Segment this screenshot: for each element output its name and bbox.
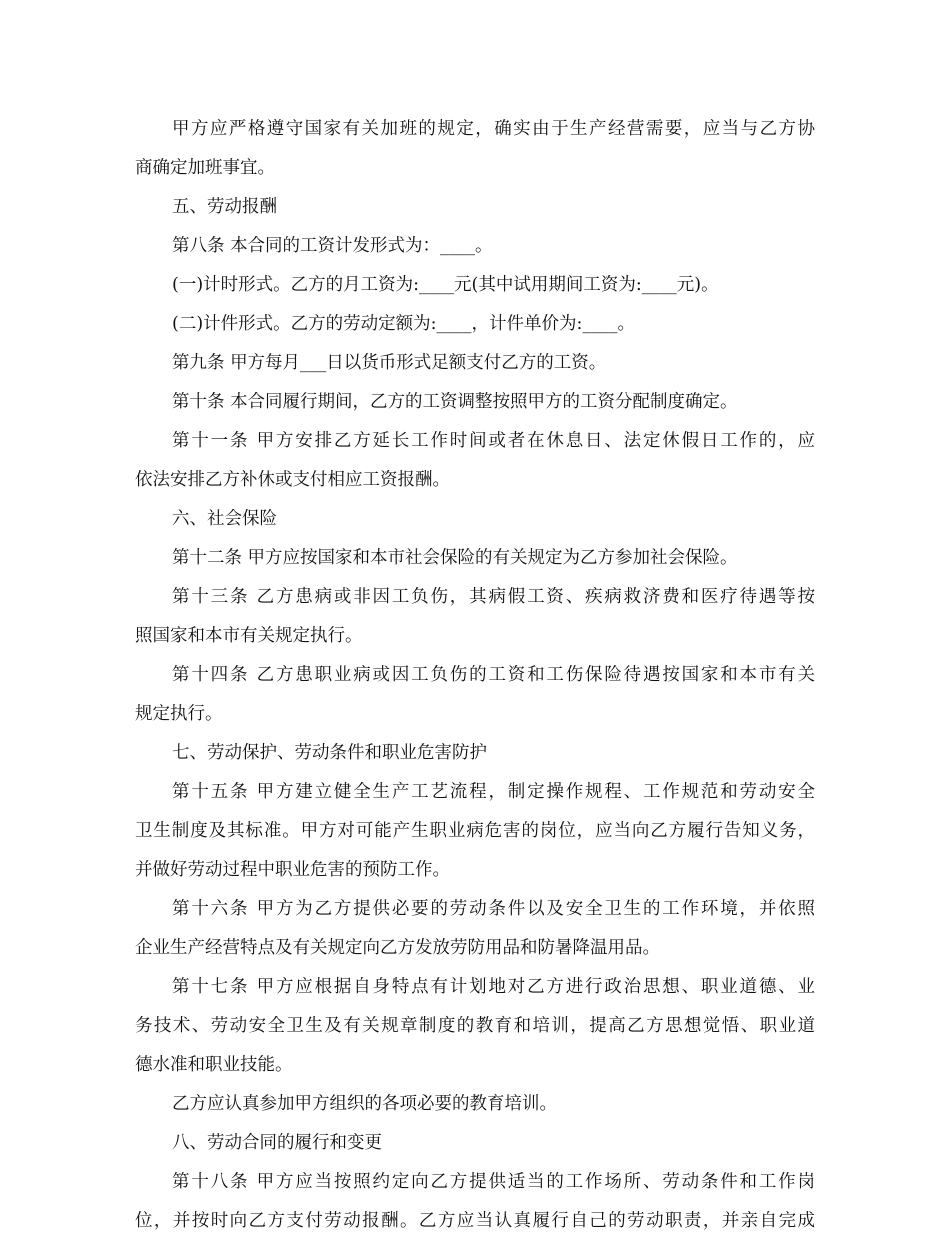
text-line: 第九条 甲方每月___日以货币形式足额支付乙方的工资。 xyxy=(172,353,607,373)
text-line: 第十三条 乙方患病或非因工负伤，其病假工资、疾病救济费和医疗待遇等按 xyxy=(172,587,815,607)
text-line: 德水准和职业技能。 xyxy=(135,1055,293,1075)
text-line: 位，并按时向乙方支付劳动报酬。乙方应当认真履行自己的劳动职责，并亲自完成 xyxy=(135,1211,815,1231)
text-line: 并做好劳动过程中职业危害的预防工作。 xyxy=(135,860,450,880)
text-line: 第八条 本合同的工资计发形式为：____。 xyxy=(172,236,493,256)
document-body xyxy=(135,110,815,1241)
text-line: 八、劳动合同的履行和变更 xyxy=(172,1133,382,1153)
text-line: 第十八条 甲方应当按照约定向乙方提供适当的工作场所、劳动条件和工作岗 xyxy=(172,1172,815,1192)
text-line: 卫生制度及其标准。甲方对可能产生职业病危害的岗位，应当向乙方履行告知义务， xyxy=(135,821,815,841)
text-line: 依法安排乙方补休或支付相应工资报酬。 xyxy=(135,470,450,490)
text-line: 甲方应严格遵守国家有关加班的规定，确实由于生产经营需要，应当与乙方协 xyxy=(172,119,815,139)
text-line: 照国家和本市有关规定执行。 xyxy=(135,626,363,646)
text-line: 第十一条 甲方安排乙方延长工作时间或者在休息日、法定休假日工作的，应 xyxy=(172,431,815,451)
text-line: 务技术、劳动安全卫生及有关规章制度的教育和培训，提高乙方思想觉悟、职业道 xyxy=(135,1016,815,1036)
text-line: (二)计件形式。乙方的劳动定额为:____，计件单价为:____。 xyxy=(172,314,635,334)
text-line: (一)计时形式。乙方的月工资为:____元(其中试用期间工资为:____元)。 xyxy=(172,275,719,295)
text-line: 第十五条 甲方建立健全生产工艺流程，制定操作规程、工作规范和劳动安全 xyxy=(172,782,815,802)
text-line: 七、劳动保护、劳动条件和职业危害防护 xyxy=(172,743,487,763)
text-line: 乙方应认真参加甲方组织的各项必要的教育培训。 xyxy=(172,1094,557,1114)
text-line: 商确定加班事宜。 xyxy=(135,158,275,178)
text-line: 六、社会保险 xyxy=(172,509,277,529)
text-line: 五、劳动报酬 xyxy=(172,197,277,217)
text-line: 规定执行。 xyxy=(135,704,223,724)
text-line: 第十四条 乙方患职业病或因工负伤的工资和工伤保险待遇按国家和本市有关 xyxy=(172,665,815,685)
text-line: 第十六条 甲方为乙方提供必要的劳动条件以及安全卫生的工作环境，并依照 xyxy=(172,899,815,919)
text-line: 企业生产经营特点及有关规定向乙方发放劳防用品和防暑降温用品。 xyxy=(135,938,660,958)
text-line: 第十七条 甲方应根据自身特点有计划地对乙方进行政治思想、职业道德、业 xyxy=(172,977,815,997)
text-line: 第十二条 甲方应按国家和本市社会保险的有关规定为乙方参加社会保险。 xyxy=(172,548,738,568)
text-line: 第十条 本合同履行期间，乙方的工资调整按照甲方的工资分配制度确定。 xyxy=(172,392,738,412)
